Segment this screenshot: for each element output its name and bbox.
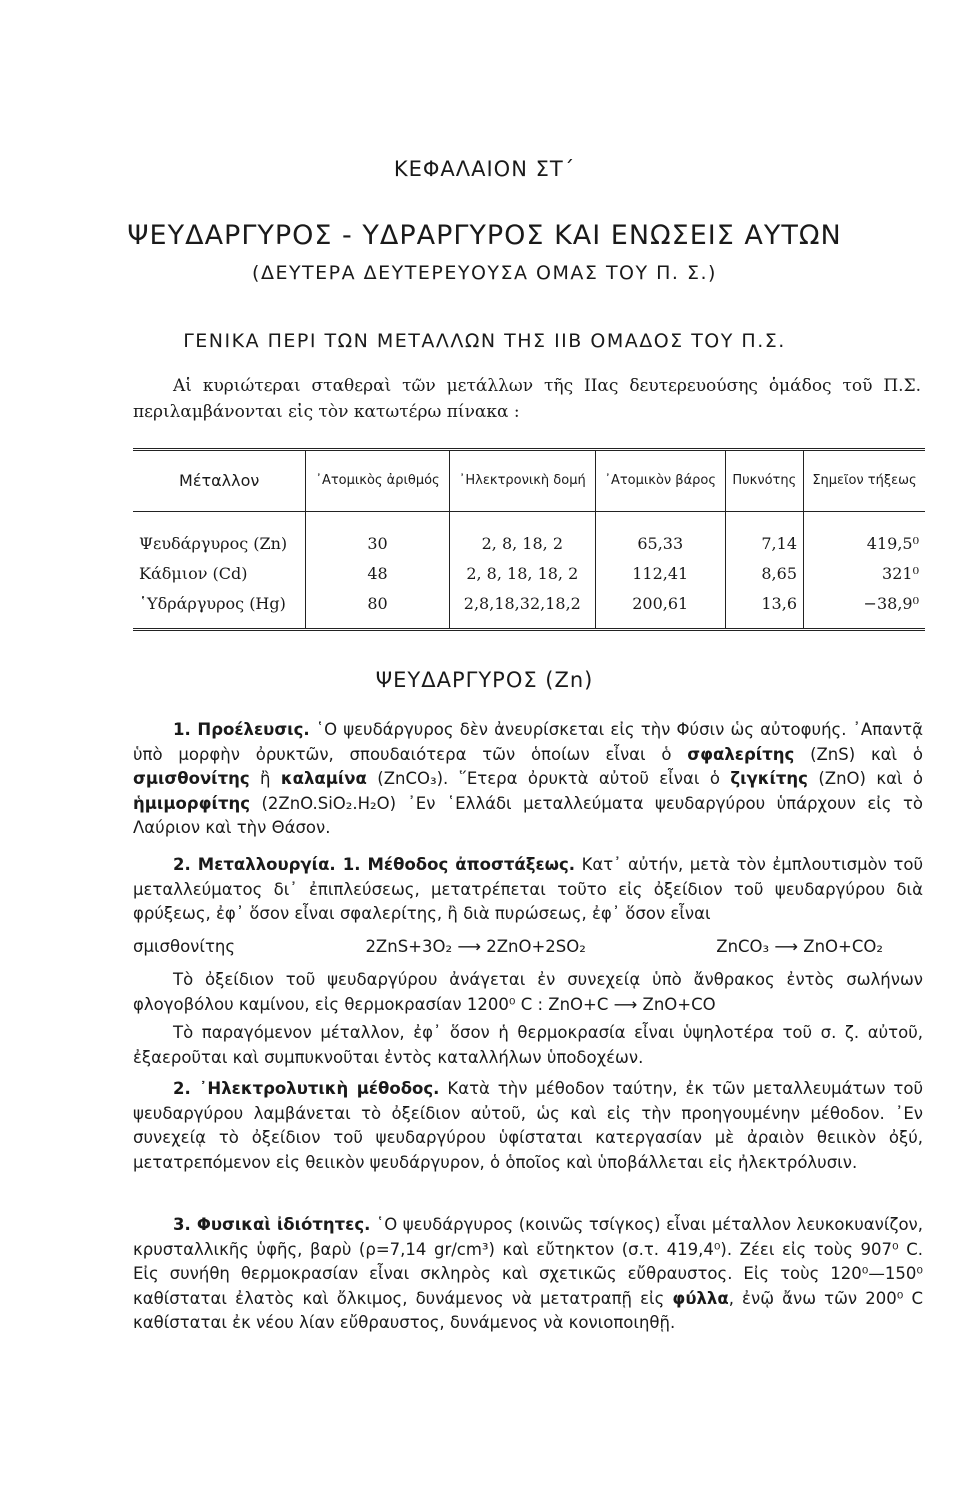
table-cell: −38,9⁰ [804,588,926,630]
mineral-term: καλαμίνα [280,769,367,788]
table-cell: 321⁰ [804,558,926,588]
section-label-electrolytic: 2. ᾿Ηλεκτρολυτικὴ μέθοδος. [173,1079,440,1098]
paragraph-metallurgy [133,853,923,927]
table-cell: 200,61 [595,588,725,630]
chapter-subtitle: (ΔΕΥΤΕΡΑ ΔΕΥΤΕΡΕΥΟΥΣΑ ΟΜΑΣ ΤΟΥ Π. Σ.) [252,262,717,284]
equation-roasting: 2ZnS+3O₂ ⟶ 2ZnO+2SO₂ [365,937,586,956]
table-header-row [133,450,925,512]
table-cell: 48 [306,558,449,588]
paragraph-metal: Τὸ παραγόμενον μέταλλον, ἐφ᾿ ὅσον ἡ θερμοκρασία εἶναι ὑψηλοτέρα τοῦ σ. ζ. αὐτοῦ, ἐξαεροῦται καὶ συμπυκνοῦται ἐντὸς καταλλήλων ὑποδοχέων. [133,1023,923,1067]
table-cell: 8,65 [725,558,803,588]
metals-table [133,448,925,631]
section-label-metallurgy: 2. Μεταλλουργία. 1. Μέθοδος ἀποστάξεως. [173,855,576,874]
table-row [133,512,925,559]
text-run: ῾Ο ψευδάργυρος (κοινῶς τσίγκος) εἶναι μέταλλον λευκοκυανίζον, κρυσταλλικῆς ὑφῆς, βαρὺ (ρ=7,14 gr/cm³) καὶ εὔτηκτον (σ.τ. 419,4⁰). Ζέει εἰς τοὺς 907⁰ C. Εἰς συνήθη θερμοκρασίαν εἶναι σκληρὸς καὶ σχετικῶς εὔθραυστος. Εἰς τοὺς 120⁰—150⁰ καθίσταται ἐλατὸς καὶ ὄλκιμος, δυνάμενος νὰ μετατραπῇ εἰς [133,1215,924,1308]
header-atomic-number: ᾿Ατομικὸς ἀριθμός [306,450,449,512]
table-cell: 65,33 [595,512,725,559]
text-run: ῾Ο ψευδάργυρος δὲν ἀνευρίσκεται εἰς τὴν Φύσιν ὡς αὐτοφυής. ᾿Απαντᾷ ὑπὸ μορφὴν ὀρυκτῶν, σπουδαιότερα τῶν ὁποίων εἶναι ὁ [133,720,923,764]
table-cell: Ψευδάργυρος (Zn) [139,533,288,553]
text-run: Κατὰ τὴν μέθοδον ταύτην, ἐκ τῶν μεταλλευμάτων τοῦ ψευδαργύρου λαμβάνεται τὸ ὀξείδιον αὐτοῦ, ὡς καὶ εἰς τὴν προηγουμένην μέθοδον. ᾿Εν συνεχείᾳ τὸ ὀξείδιον τοῦ ψευδαργύρου ὑφίσταται κατεργασίαν μὲ ἀραιὸν θειικὸν ὀξύ, μετατρεπόμενον εἰς θειικὸν ψευδάργυρον, ὁ ὁποῖος καὶ ὑποβάλλεται εἰς ἠλεκτρόλυσιν. [133,1079,923,1172]
equation-calcination: ZnCO₃ ⟶ ZnO+CO₂ [716,937,883,956]
section-label-origin: 1. Προέλευσις. [173,720,310,739]
text-run: (ZnO) καὶ ὁ [807,769,923,788]
text-run: (2ZnO.SiO₂.H₂O) ᾿Εν ῾Ελλάδι μεταλλεύματα ψευδαργύρου ὑπάρχουν εἰς τὸ Λαύριον καὶ τὴν Θάσον. [133,793,923,837]
zinc-heading: ΨΕΥΔΑΡΓΥΡΟΣ (Zn) [375,668,594,692]
table-cell: Κάδμιον (Cd) [139,563,248,583]
paragraph-reduction: Τὸ ὀξείδιον τοῦ ψευδαργύρου ἀνάγεται ἐν συνεχείᾳ ὑπὸ ἄνθρακος ἐντὸς σωλήνων φλογοβόλου καμίνου, εἰς θερμοκρασίαν 1200⁰ C : ZnO+C ⟶ ZnO+CO [133,970,923,1014]
section-heading-general: ΓΕΝΙΚΑ ΠΕΡΙ ΤΩΝ ΜΕΤΑΛΛΩΝ ΤΗΣ IIΒ ΟΜΑΔΟΣ ΤΟΥ Π.Σ. [183,330,786,352]
chapter-title: ΨΕΥΔΑΡΓΥΡΟΣ - ΥΔΡΑΡΓΥΡΟΣ ΚΑΙ ΕΝΩΣΕΙΣ ΑΥΤΩΝ [127,220,842,251]
header-melting-point: Σημεῖον τήξεως [804,450,926,512]
header-metal: Μέταλλον [133,450,306,512]
header-atomic-weight: ᾿Ατομικὸν βάρος [595,450,725,512]
mineral-term: σμισθονίτης [133,769,250,788]
table-cell: 112,41 [595,558,725,588]
paragraph-origin [133,718,923,841]
text-run: (ZnS) καὶ ὁ [794,744,923,764]
table-cell: 419,5⁰ [804,512,926,559]
chapter-heading: ΚΕΦΑΛΑΙΟΝ ΣΤ΄ [393,157,576,181]
mineral-term: ζιγκίτης [730,769,808,788]
table-row [133,588,925,630]
header-density: Πυκνότης [725,450,803,512]
term-bold: φύλλα [672,1288,729,1308]
header-electronic-structure: ᾿Ηλεκτρονικὴ δομή [449,450,595,512]
intro-paragraph: Αἱ κυριώτεραι σταθεραὶ τῶν μετάλλων τῆς IIας δευτερευούσης ὁμάδος τοῦ Π.Σ. περιλαμβάνονται εἰς τὸν κατωτέρω πίνακα : [133,376,921,422]
table-cell: 2, 8, 18, 18, 2 [449,558,595,588]
equation-word: σμισθονίτης [133,937,236,956]
table-cell: 7,14 [725,512,803,559]
equation-line [133,935,923,960]
table-cell: 30 [306,512,449,559]
mineral-term: σφαλερίτης [687,744,795,764]
paragraph-physical-properties [133,1213,923,1336]
table-cell: 2, 8, 18, 2 [449,512,595,559]
paragraph-electrolytic [133,1077,923,1175]
section-label-physical: 3. Φυσικαὶ ἰδιότητες. [173,1215,371,1234]
table-cell: 2,8,18,32,18,2 [449,588,595,630]
table-row [133,558,925,588]
table-cell: 13,6 [725,588,803,630]
table-cell: ῾Υδράργυρος (Hg) [133,588,306,630]
text-run: Κατ᾿ αὐτήν, μετὰ τὸν ἐμπλουτισμὸν τοῦ μεταλλεύματος δι᾿ ἐπιπλεύσεως, μετατρέπεται τοῦτο εἰς ὀξείδιον τοῦ ψευδαργύρου διὰ φρύξεως, ἐφ᾿ ὅσον εἶναι σφαλερίτης, ἢ διὰ πυρώσεως, ἐφ᾿ ὅσον εἶναι [133,855,923,923]
text-run: ἢ [249,769,281,788]
text-run: (ZnCO₃). ῞Ετερα ὀρυκτὰ αὐτοῦ εἶναι ὁ [366,769,731,788]
mineral-term: ἡμιμορφίτης [133,793,250,813]
text-run: , ἐνῷ ἄνω τῶν 200⁰ C καθίσταται ἐκ νέου λίαν εὔθραυστος, δυνάμενος νὰ κονιοποιηθῇ. [133,1288,924,1332]
table-cell: 80 [306,588,449,630]
